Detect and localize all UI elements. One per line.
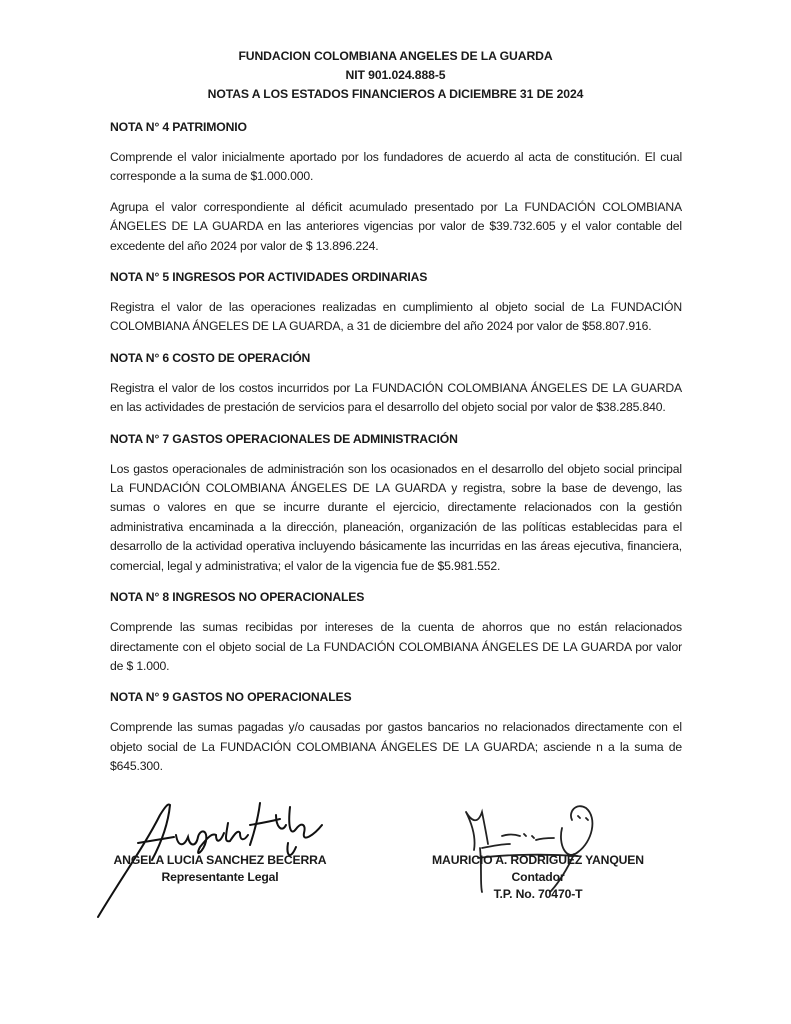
organization-name: FUNDACION COLOMBIANA ANGELES DE LA GUARDA	[238, 49, 553, 63]
signatory-name: MAURICIO A. RODRIGUEZ YANQUEN	[432, 853, 644, 867]
nota-title: NOTA N° 9 GASTOS NO OPERACIONALES	[110, 690, 352, 705]
nota-paragraph: Comprende las sumas recibidas por intereses de la cuenta de ahorros que no están relacionados directamente con el objeto social de La FUNDACIÓN COLOMBIANA ÁNGELES DE LA GUARDA por valor de $ 1.000.	[110, 620, 682, 673]
document-header	[0, 47, 791, 104]
professional-license: T.P. No. 70470-T	[493, 887, 583, 901]
nota-8	[110, 589, 682, 676]
nota-5	[110, 269, 682, 337]
nota-7	[110, 431, 682, 576]
document-title: NOTAS A LOS ESTADOS FINANCIEROS A DICIEMBRE 31 DE 2024	[207, 87, 584, 101]
nota-paragraph: Registra el valor de las operaciones realizadas en cumplimiento al objeto social de La FUNDACIÓN COLOMBIANA ÁNGELES DE LA GUARDA, a 31 de diciembre del año 2024 por valor de $58.807.916.	[110, 300, 682, 334]
signatory-role: Contador	[511, 870, 565, 884]
signature-block-legal-representative	[110, 852, 330, 886]
nota-title: NOTA N° 5 INGRESOS POR ACTIVIDADES ORDINARIAS	[110, 270, 428, 285]
nota-paragraph: Registra el valor de los costos incurridos por La FUNDACIÓN COLOMBIANA ÁNGELES DE LA GUARDA en las actividades de prestación de servicios para el desarrollo del objeto social por valor de $38.285.840.	[110, 380, 682, 415]
nota-title: NOTA N° 6 COSTO DE OPERACIÓN	[110, 350, 311, 365]
nota-title: NOTA N° 4 PATRIMONIO	[110, 120, 247, 134]
nota-paragraph: Comprende las sumas pagadas y/o causadas por gastos bancarios no relacionados directamente con el objeto social de La FUNDACIÓN COLOMBIANA ÁNGELES DE LA GUARDA; asciende n a la suma de $645.300.	[110, 720, 682, 774]
signatory-role: Representante Legal	[161, 870, 279, 884]
nota-9	[110, 689, 682, 776]
nota-paragraph: Agrupa el valor correspondiente al déficit acumulado presentado por La FUNDACIÓN COLOMBIANA ÁNGELES DE LA GUARDA en las anteriores vigencias por valor de $39.732.605 y el valor contable del excedente del año 2024 por valor de $ 13.896.224.	[110, 199, 682, 253]
nota-6	[110, 350, 682, 418]
signature-block-accountant	[428, 852, 648, 903]
nota-title: NOTA N° 8 INGRESOS NO OPERACIONALES	[110, 590, 365, 605]
signatory-name: ANGELA LUCIA SANCHEZ BECERRA	[113, 853, 327, 867]
nota-paragraph: Comprende el valor inicialmente aportado por los fundadores de acuerdo al acta de constitución. El cual corresponde a la suma de $1.000.000.	[110, 150, 682, 184]
nota-paragraph: Los gastos operacionales de administración son los ocasionados en el desarrollo del objeto social principal La FUNDACIÓN COLOMBIANA ÁNGELES DE LA GUARDA y registra, sobre la base de devengo, las sumas o valores en que se incurre durante el ejercicio, directamente relacionados con la gestión administrativa encaminada a la dirección, planeación, organización de las políticas establecidas para el desarrollo de la actividad operativa incluyendo básicamente las incurridas en las áreas ejecutiva, financiera, comercial, legal y administrativa; el valor de la vigencia fue de $5.981.552.	[110, 461, 682, 573]
notes-body	[110, 119, 682, 790]
organization-nit: NIT 901.024.888-5	[345, 68, 446, 82]
nota-title: NOTA N° 7 GASTOS OPERACIONALES DE ADMINISTRACIÓN	[110, 431, 458, 446]
nota-4	[110, 119, 682, 256]
